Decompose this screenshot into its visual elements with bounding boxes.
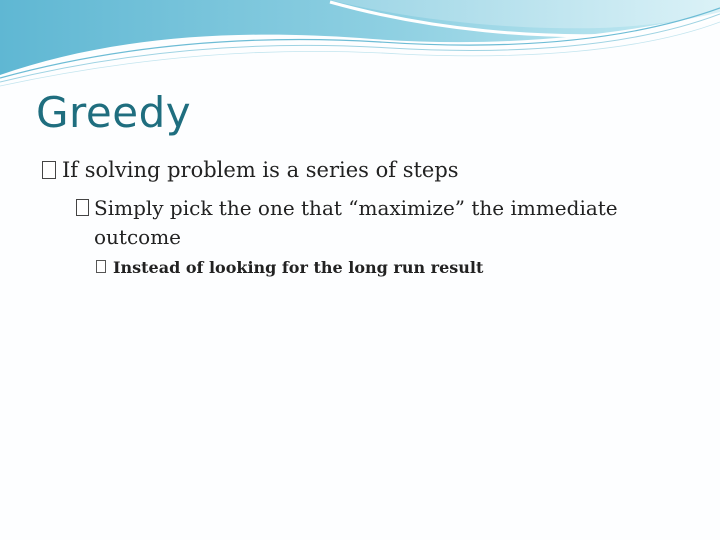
missing-glyph-box-icon (96, 260, 106, 273)
bullet-level-2 (76, 194, 656, 252)
bullet-text-line-1: Simply pick the one that “maximize” the immediate (94, 196, 618, 220)
missing-glyph-box-icon (42, 161, 56, 179)
missing-glyph-box-icon (76, 199, 89, 216)
slide-title: Greedy (36, 88, 192, 137)
bullet-text-line-2: outcome (94, 225, 182, 249)
header-wave-decoration (0, 0, 720, 90)
bullet-text: If solving problem is a series of steps (62, 158, 459, 182)
bullet-level-3 (96, 258, 483, 277)
bullet-level-1 (42, 158, 459, 182)
bullet-text: Instead of looking for the long run result (113, 258, 484, 277)
